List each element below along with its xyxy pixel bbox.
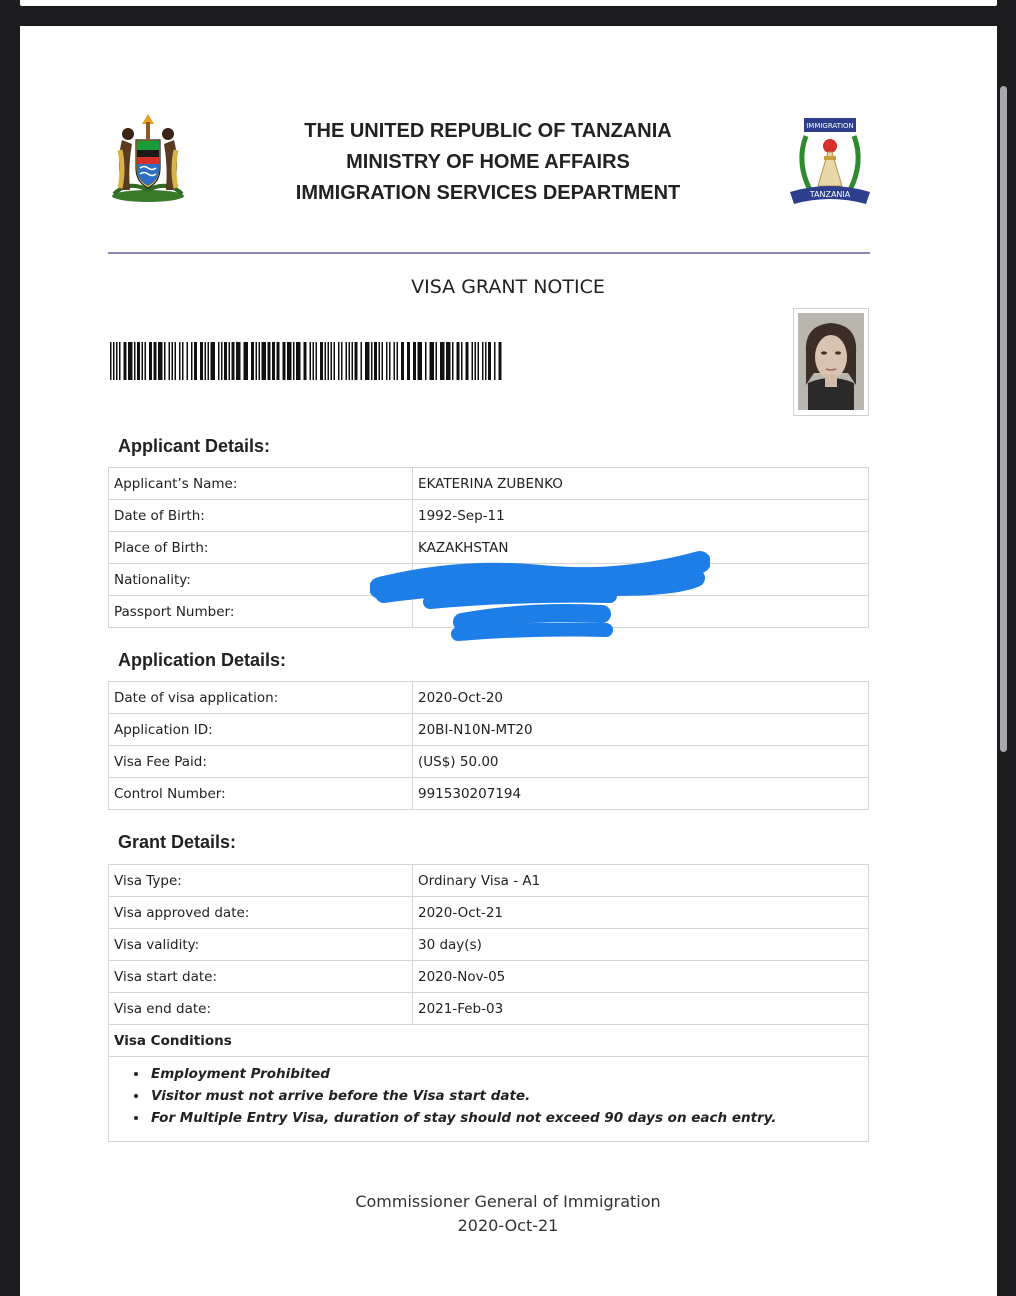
emblem-top-text: IMMIGRATION [806,122,854,130]
barcode-bar [124,342,127,380]
barcode-bar [475,342,477,380]
header-line-ministry: MINISTRY OF HOME AFFAIRS [346,151,630,173]
header-line-department: IMMIGRATION SERVICES DEPARTMENT [295,182,681,204]
barcode-bar [113,342,115,380]
table-row [109,500,869,532]
barcode-bar [430,342,435,380]
table-row [109,993,869,1025]
header-line-country: THE UNITED REPUBLIC OF TANZANIA [304,120,672,142]
visa-type-label: Visa Type: [109,865,413,897]
barcode-bar [325,342,327,380]
barcode-bar [310,342,312,380]
document-header [108,110,870,230]
table-row [109,468,869,500]
visa-application-date-label: Date of visa application: [109,682,413,714]
emblem-banner-text: TANZANIA [809,190,851,199]
visa-validity-value: 30 day(s) [413,929,869,961]
barcode-bar [371,342,373,380]
table-row [109,746,869,778]
barcode-bar [244,342,249,380]
barcode-bar [379,342,381,380]
visa-start-date-value: 2020-Nov-05 [413,961,869,993]
application-id-label: Application ID: [109,714,413,746]
barcode-bar [224,342,227,380]
table-row [109,865,869,897]
barcode-bar [182,342,184,380]
barcode-bar [154,342,157,380]
scrollbar[interactable] [1000,86,1007,752]
barcode-bar [313,342,315,380]
barcode-bar [361,342,363,380]
barcode-bar [365,342,370,380]
barcode-bar [296,342,301,380]
barcode-bar [418,342,423,380]
barcode-bar [461,342,463,380]
barcode-bar [349,342,351,380]
barcode [110,342,503,380]
grant-details-title: Grant Details: [118,832,237,852]
barcode-bar [401,342,404,380]
barcode-bar [277,342,280,380]
barcode-bar [283,342,286,380]
header-titles [208,116,768,209]
barcode-bar [116,342,118,380]
list-item: • For Multiple Entry Visa, duration of stay should not exceed 90 days on each entry. [149,1107,868,1129]
barcode-bar [413,342,416,380]
visa-end-date-value: 2021-Feb-03 [413,993,869,1025]
nationality-label: Nationality: [109,564,413,596]
barcode-bar [436,342,438,380]
barcode-bar [494,342,496,380]
barcode-bar [175,342,177,380]
barcode-bar [374,342,377,380]
table-row [109,929,869,961]
barcode-bar [169,342,171,380]
barcode-bar [172,342,174,380]
barcode-bar [200,342,203,380]
barcode-bar [389,342,391,380]
immigration-emblem-icon [788,112,872,208]
barcode-bar [208,342,210,380]
barcode-bar [164,342,166,380]
barcode-bar [134,342,136,380]
barcode-bar [262,342,267,380]
barcode-bar [256,342,258,380]
application-details-title: Application Details: [118,650,287,670]
visa-approved-date-value: 2020-Oct-21 [413,897,869,929]
barcode-bar [334,342,336,380]
barcode-bar [425,342,427,380]
barcode-bar [446,342,451,380]
barcode-bar [179,342,181,380]
signature-date: 2020-Oct-21 [457,1216,559,1235]
signatory: Commissioner General of Immigration [355,1192,661,1211]
barcode-bar [142,342,144,380]
barcode-bar [194,342,197,380]
barcode-bar [341,342,343,380]
barcode-bar [293,342,295,380]
applicant-photo-frame [793,308,869,416]
barcode-bar [478,342,480,380]
applicant-name-value: EKATERINA ZUBENKO [413,468,869,500]
visa-conditions-title: Visa Conditions [109,1025,869,1057]
barcode-bar [221,342,223,380]
barcode-bar [452,342,454,380]
barcode-bar [268,342,271,380]
barcode-bar [191,342,193,380]
barcode-bar [466,342,469,380]
barcode-bar [386,342,388,380]
header-divider [108,252,870,254]
nationality-value: RUSSIAN [413,564,869,596]
barcode-bar [137,342,140,380]
place-of-birth-value: KAZAKHSTAN [413,532,869,564]
barcode-bar [119,342,121,380]
barcode-bar [352,342,354,380]
barcode-bar [485,342,487,380]
barcode-bar [128,342,133,380]
barcode-bar [232,342,235,380]
table-row [109,1057,869,1142]
barcode-bar [218,342,220,380]
barcode-bar [394,342,396,380]
barcode-bar [110,342,112,380]
barcode-bar [355,342,358,380]
table-row [109,682,869,714]
barcode-bar [338,342,340,380]
barcode-bar [251,342,254,380]
visa-fee-label: Visa Fee Paid: [109,746,413,778]
barcode-bar [149,342,152,380]
list-item: • Employment Prohibited [149,1063,868,1085]
visa-application-date-value: 2020-Oct-20 [413,682,869,714]
barcode-bar [407,342,410,380]
visa-validity-label: Visa validity: [109,929,413,961]
visa-approved-date-label: Visa approved date: [109,897,413,929]
barcode-bar [187,342,189,380]
date-of-birth-value: 1992-Sep-11 [413,500,869,532]
barcode-bar [205,342,207,380]
visa-conditions-cell [109,1057,869,1142]
applicant-photo [798,313,864,410]
barcode-bar [331,342,333,380]
barcode-bar [304,342,307,380]
redaction-scribble [370,548,710,652]
barcode-bar [472,342,474,380]
barcode-bar [397,342,399,380]
barcode-bar [320,342,323,380]
control-number-value: 991530207194 [413,778,869,810]
barcode-bar [382,342,384,380]
place-of-birth-label: Place of Birth: [109,532,413,564]
applicant-details-title: Applicant Details: [118,436,271,456]
barcode-bar [211,342,216,380]
barcode-bar [440,342,445,380]
application-id-value: 20BI-N10N-MT20 [413,714,869,746]
table-row [109,897,869,929]
list-item: • Visitor must not arrive before the Visa start date. [149,1085,868,1107]
grant-details-table [108,864,869,1142]
notice-title: VISA GRANT NOTICE [411,276,605,298]
table-row [109,778,869,810]
barcode-bar [236,342,241,380]
visa-fee-value: (US$) 50.00 [413,746,869,778]
barcode-bar [145,342,147,380]
coat-of-arms-icon [108,110,188,206]
barcode-bar [482,342,484,380]
barcode-bar [287,342,292,380]
application-details-table [108,681,869,810]
visa-conditions-list [109,1057,868,1141]
barcode-bar [488,342,491,380]
table-row [109,714,869,746]
barcode-bar [328,342,330,380]
visa-end-date-label: Visa end date: [109,993,413,1025]
table-row [109,961,869,993]
barcode-bar [316,342,318,380]
date-of-birth-label: Date of Birth: [109,500,413,532]
control-number-label: Control Number: [109,778,413,810]
visa-start-date-label: Visa start date: [109,961,413,993]
barcode-bar [158,342,163,380]
passport-number-label: Passport Number: [109,596,413,628]
applicant-name-label: Applicant’s Name: [109,468,413,500]
barcode-bar [229,342,231,380]
barcode-bar [346,342,348,380]
barcode-bar [272,342,275,380]
visa-type-value: Ordinary Visa - A1 [413,865,869,897]
barcode-bar [259,342,261,380]
previous-page-edge [20,0,997,6]
barcode-bar [499,342,502,380]
table-row [109,1025,869,1057]
barcode-bar [457,342,460,380]
